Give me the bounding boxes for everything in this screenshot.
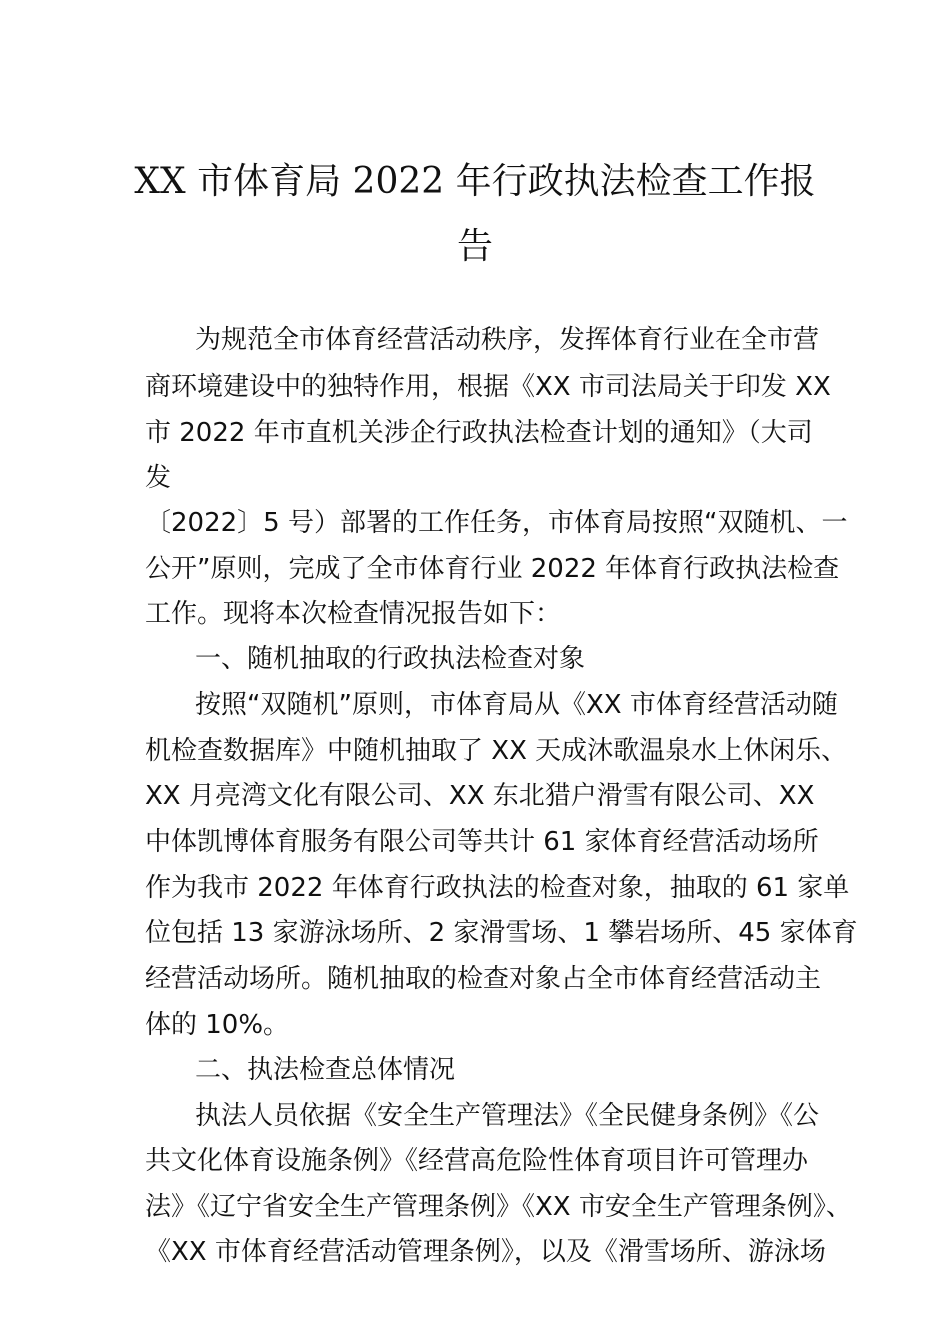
section-heading-2: 二、执法检查总体情况 <box>195 1055 456 1085</box>
paragraph-intro-line: 为规范全市体育经营活动秩序，发挥体育行业在全市营 <box>195 325 820 355</box>
paragraph-section2-line: 《XX 市体育经营活动管理条例》，以及《滑雪场所、游泳场 <box>145 1237 826 1267</box>
paragraph-section2-line: 执法人员依据《安全生产管理法》《全民健身条例》《公 <box>195 1101 820 1131</box>
paragraph-section1-line: 按照“双随机”原则，市体育局从《XX 市体育经营活动随 <box>195 690 838 720</box>
paragraph-section1-line: 作为我市 2022 年体育行政执法的检查对象，抽取的 61 家单 <box>145 873 850 903</box>
paragraph-section1-line: 经营活动场所。随机抽取的检查对象占全市体育经营活动主 <box>145 964 822 994</box>
paragraph-section2-line: 法》《辽宁省安全生产管理条例》《XX 市安全生产管理条例》、 <box>145 1192 852 1222</box>
paragraph-intro-line: 发 <box>145 463 172 493</box>
paragraph-intro-line: 公开”原则，完成了全市体育行业 2022 年体育行政执法检查 <box>145 554 840 584</box>
paragraph-intro-line: 商环境建设中的独特作用，根据《XX 市司法局关于印发 XX <box>145 372 831 402</box>
paragraph-intro-line: 〔2022〕5 号）部署的工作任务，市体育局按照“双随机、一 <box>145 508 848 538</box>
section-heading-1: 一、随机抽取的行政执法检查对象 <box>195 644 586 674</box>
paragraph-section1-line: 机检查数据库》中随机抽取了 XX 天成沐歌温泉水上休闲乐、 <box>145 736 848 766</box>
paragraph-section1-line: 位包括 13 家游泳场所、2 家滑雪场、1 攀岩场所、45 家体育 <box>145 918 858 948</box>
paragraph-intro-line: 市 2022 年市直机关涉企行政执法检查计划的通知》（大司 <box>145 418 813 448</box>
paragraph-section1-line: 中体凯博体育服务有限公司等共计 61 家体育经营活动场所 <box>145 827 819 857</box>
paragraph-section2-line: 共文化体育设施条例》《经营高危险性体育项目许可管理办 <box>145 1146 809 1176</box>
paragraph-intro-line: 工作。现将本次检查情况报告如下： <box>145 599 562 629</box>
paragraph-section1-line: XX 月亮湾文化有限公司、XX 东北猎户滑雪有限公司、XX <box>145 781 815 811</box>
document-title-line-2: 告 <box>456 226 493 267</box>
document-title-line-1: XX 市体育局 2022 年行政执法检查工作报 <box>134 161 816 202</box>
paragraph-section1-line: 体的 10%。 <box>145 1010 290 1040</box>
